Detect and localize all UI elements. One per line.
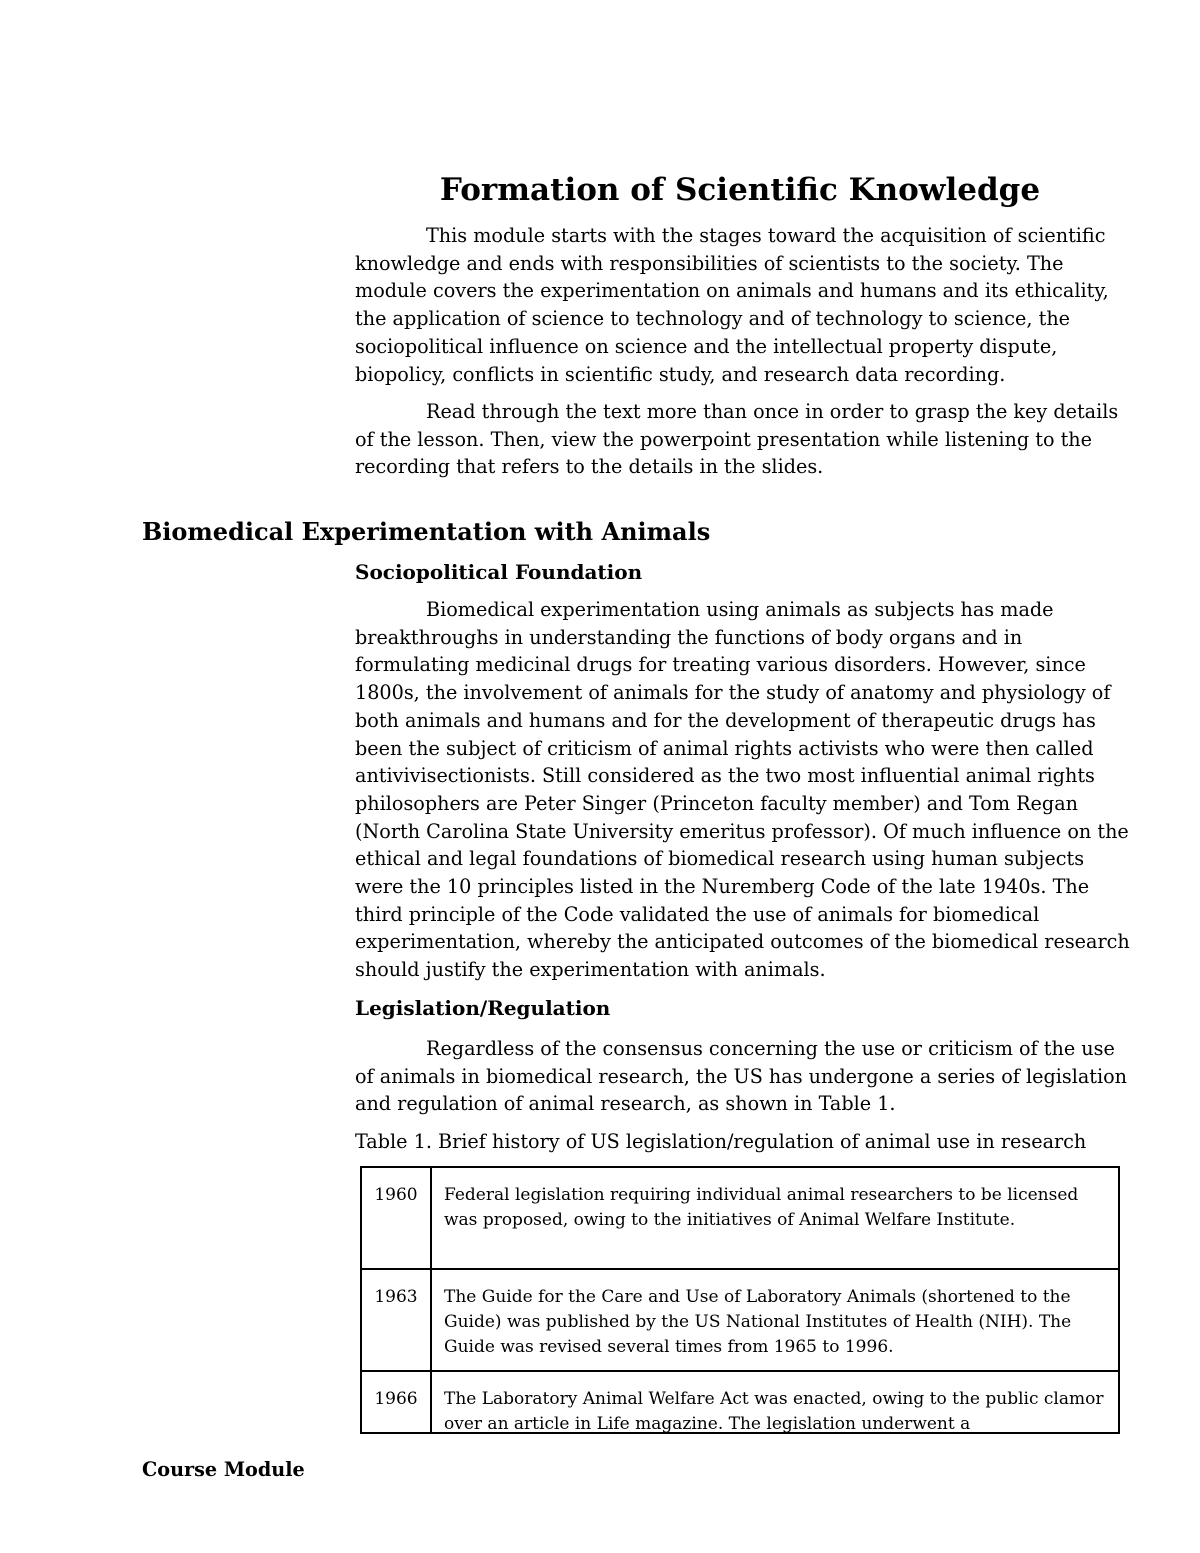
footer-label: Course Module — [142, 1458, 305, 1481]
year-cell: 1960 — [362, 1168, 432, 1268]
event-cell: The Guide for the Care and Use of Laboratory Animals (shortened to the Guide) was published by the US National Institutes of Health (NIH). The Guide was revised several times from 1965 to 1996. — [444, 1287, 1072, 1357]
table-row — [362, 1372, 1118, 1434]
legislation-text: Regardless of the consensus concerning the use or criticism of the use of animals in biomedical research, the US has undergone a series of legislation and regulation of animal research, as shown in Table 1. — [355, 1037, 1128, 1116]
table-caption: Table 1. Brief history of US legislation/regulation of animal use in research — [355, 1130, 1087, 1153]
subheading-legislation: Legislation/Regulation — [355, 996, 611, 1020]
intro-text-2: Read through the text more than once in order to grasp the key details of the lesson. Then, view the powerpoint presentation while listening to the recording that refers to the details in the slides. — [355, 400, 1119, 479]
table-row — [362, 1168, 1118, 1270]
intro-text-1: This module starts with the stages toward the acquisition of scientific knowledge and ends with responsibilities of scientists to the society. The module covers the experimentation on animals and humans and its ethicality, the application of science to technology and of technology to science, the sociopolitical influence on science and the intellectual property dispute, biopolicy, conflicts in scientific study, and research data recording. — [355, 224, 1109, 386]
subheading-sociopolitical: Sociopolitical Foundation — [355, 560, 643, 584]
year-cell: 1963 — [362, 1270, 432, 1370]
section-heading: Biomedical Experimentation with Animals — [142, 517, 711, 546]
intro-paragraph-2 — [355, 398, 1135, 481]
year-cell: 1966 — [362, 1372, 432, 1434]
legislation-body — [355, 1035, 1135, 1118]
page-title: Formation of Scientific Knowledge — [439, 172, 1041, 208]
sociopolitical-text: Biomedical experimentation using animals as subjects has made breakthroughs in understanding the functions of body organs and in formulating medicinal drugs for treating various disorders. However, since 1800s, the involvement of animals for the study of anatomy and physiology of both animals and humans and for the development of therapeutic drugs has been the subject of criticism of animal rights activists who were then called antivivisectionists. Still considered as the two most influential animal rights philosophers are Peter Singer (Princeton faculty member) and Tom Regan (North Carolina State University emeritus professor). Of much influence on the ethical and legal foundations of biomedical research using human subjects were the 10 principles listed in the Nuremberg Code of the late 1940s. The third principle of the Code validated the use of animals for biomedical experimentation, whereby the anticipated outcomes of the biomedical research should justify the experimentation with animals. — [355, 598, 1130, 982]
sociopolitical-body — [355, 596, 1135, 984]
table-row — [362, 1270, 1118, 1372]
event-cell: The Laboratory Animal Welfare Act was enacted, owing to the public clamor over an article in Life magazine. The legislation underwent a — [444, 1389, 1104, 1434]
event-cell: Federal legislation requiring individual animal researchers to be licensed was proposed, owing to the initiatives of Animal Welfare Institute. — [444, 1185, 1079, 1230]
intro-paragraph-1 — [355, 222, 1135, 388]
history-table — [360, 1166, 1120, 1434]
